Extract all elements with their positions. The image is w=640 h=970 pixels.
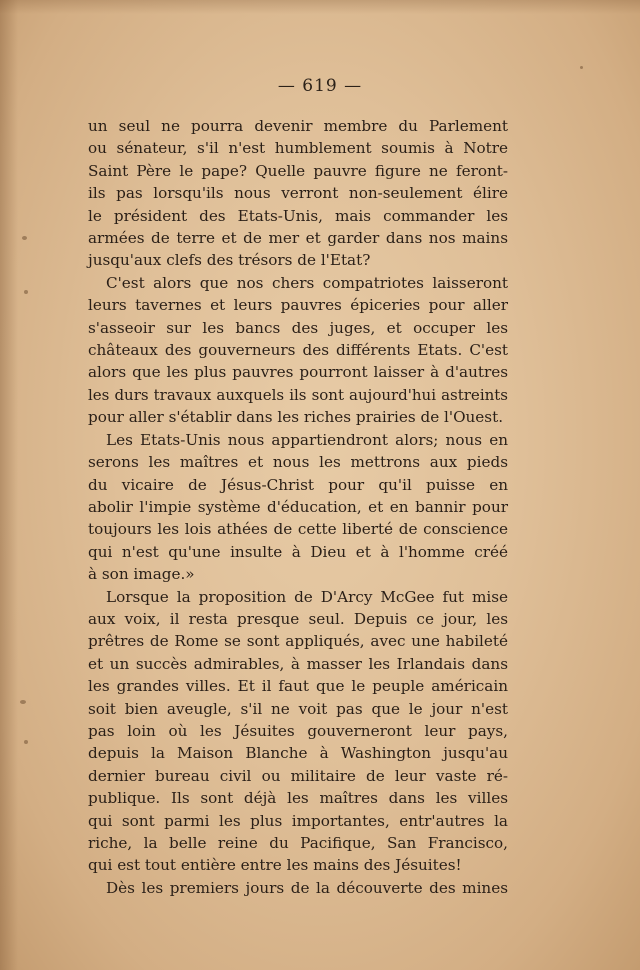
- text-line: publique. Ils sont déjà les maîtres dans les villes: [88, 789, 508, 808]
- body-text: [88, 115, 508, 899]
- text-line: à son image.»: [88, 565, 195, 584]
- text-line: jusqu'aux clefs des trésors de l'Etat?: [88, 251, 371, 270]
- paper-speck: [20, 700, 26, 704]
- text-line: s'asseoir sur les bancs des juges, et occuper les: [88, 318, 508, 337]
- text-line: dernier bureau civil ou militaire de leur vaste ré-: [88, 766, 508, 785]
- text-line: pour aller s'établir dans les riches prairies de l'Ouest.: [88, 408, 504, 427]
- text-line: qui n'est qu'une insulte à Dieu et à l'homme créé: [88, 542, 508, 561]
- text-line: du vicaire de Jésus-Christ pour qu'il puisse en: [88, 475, 508, 494]
- text-line: serons les maîtres et nous les mettrons aux pieds: [88, 453, 508, 472]
- text-line: les grandes villes. Et il faut que le peuple américain: [88, 677, 508, 696]
- page-number: — 619 —: [277, 76, 363, 96]
- text-line: aux voix, il resta presque seul. Depuis ce jour, les: [88, 609, 508, 628]
- text-line: et un succès admirables, à masser les Irlandais dans: [88, 654, 508, 673]
- text-line: ils pas lorsqu'ils nous verront non-seulement élire: [88, 184, 508, 203]
- text-line: Saint Père le pape? Quelle pauvre figure ne feront-: [88, 161, 508, 180]
- text-line: C'est alors que nos chers compatriotes laisseront: [106, 273, 508, 292]
- text-line: armées de terre et de mer et garder dans nos mains: [88, 229, 508, 248]
- paper-speck: [24, 740, 28, 744]
- paper-speck: [22, 236, 27, 240]
- text-line: leurs tavernes et leurs pauvres épiceries pour aller: [88, 296, 508, 315]
- text-line: pas loin où les Jésuites gouverneront leur pays,: [88, 721, 508, 740]
- text-line: Lorsque la proposition de D'Arcy McGee fut mise: [106, 587, 508, 606]
- text-line: soit bien aveugle, s'il ne voit pas que le jour n'est: [88, 699, 508, 718]
- text-line: le président des Etats-Unis, mais commander les: [88, 206, 508, 225]
- text-line: Dès les premiers jours de la découverte des mines: [106, 878, 508, 897]
- text-line: qui sont parmi les plus importantes, entr'autres la: [88, 811, 508, 830]
- text-line: ou sénateur, s'il n'est humblement soumis à Notre: [88, 139, 508, 158]
- text-line: qui est tout entière entre les mains des Jésuites!: [88, 856, 462, 875]
- paper-speck: [24, 290, 28, 294]
- text-line: un seul ne pourra devenir membre du Parlement: [88, 117, 508, 135]
- text-line: abolir l'impie système d'éducation, et en bannir pour: [88, 497, 508, 516]
- paper-speck: [580, 66, 583, 69]
- text-line: les durs travaux auxquels ils sont aujourd'hui astreints: [88, 385, 508, 404]
- text-line: riche, la belle reine du Pacifique, San Francisco,: [88, 834, 508, 852]
- text-line: châteaux des gouverneurs des différents Etats. C'est: [88, 341, 508, 360]
- text-line: prêtres de Rome se sont appliqués, avec une habileté: [88, 632, 508, 651]
- text-line: alors que les plus pauvres pourront laisser à d'autres: [88, 363, 508, 382]
- text-line: depuis la Maison Blanche à Washington jusqu'au: [88, 744, 508, 763]
- text-line: Les Etats-Unis nous appartiendront alors; nous en: [106, 430, 508, 449]
- text-line: toujours les lois athées de cette liberté de conscience: [88, 520, 508, 539]
